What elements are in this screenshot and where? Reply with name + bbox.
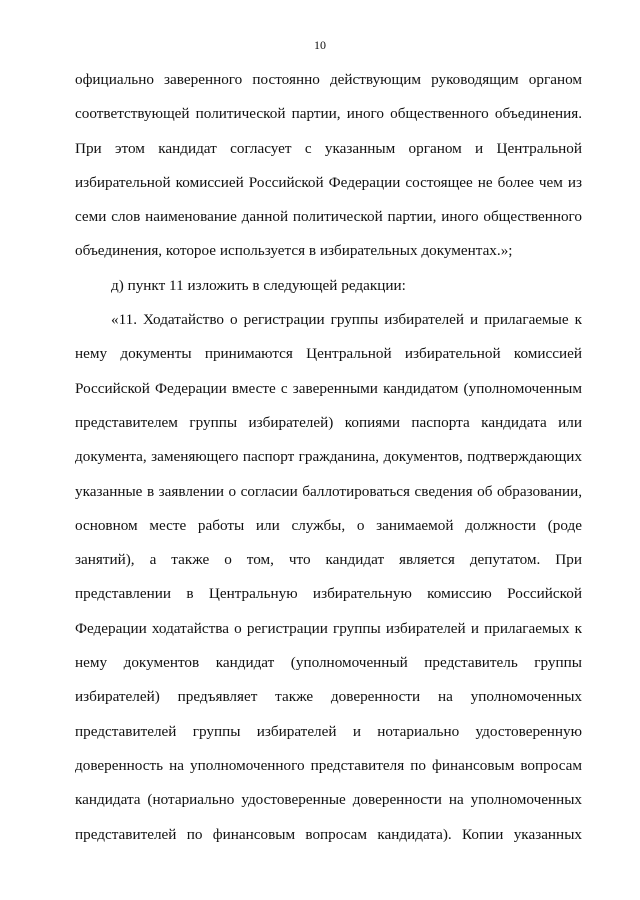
text-line: Российской Федерации вместе с заверенными кандидатом (уполномоченным — [75, 379, 582, 397]
page-number: 10 — [314, 38, 326, 52]
text-line: д) пункт 11 изложить в следующей редакции: — [111, 276, 406, 294]
text-line: соответствующей политической партии, иного общественного объединения. — [75, 105, 582, 123]
text-line: доверенность на уполномоченного представителя по финансовым вопросам — [75, 756, 582, 774]
text-line: нему документы принимаются Центральной избирательной комиссией — [75, 345, 582, 363]
text-line: официально заверенного постоянно действующим руководящим органом — [75, 71, 582, 88]
text-line: кандидата (нотариально удостоверенные доверенности на уполномоченных — [75, 791, 582, 809]
text-line: основном месте работы или службы, о занимаемой должности (роде — [75, 516, 582, 534]
document-body — [75, 63, 582, 852]
text-line: «11. Ходатайство о регистрации группы избирателей и прилагаемые к — [111, 311, 582, 329]
text-line: документа, заменяющего паспорт гражданина, документов, подтверждающих — [75, 448, 582, 466]
text-line: избирательной комиссией Российской Федерации состоящее не более чем из — [75, 173, 582, 191]
text-line: нему документов кандидат (уполномоченный представитель группы — [75, 654, 582, 672]
text-line: избирателей) предъявляет также доверенности на уполномоченных — [75, 688, 582, 706]
text-line: При этом кандидат согласует с указанным органом и Центральной — [75, 139, 582, 157]
text-line: объединения, которое используется в избирательных документах.»; — [75, 242, 513, 260]
text-line: Федерации ходатайства о регистрации группы избирателей и прилагаемых к — [75, 619, 582, 637]
text-line: представителей по финансовым вопросам кандидата). Копии указанных — [75, 825, 582, 843]
text-line: указанные в заявлении о согласии баллотироваться сведения об образовании, — [75, 482, 582, 500]
text-line: представителей группы избирателей и нотариально удостоверенную — [75, 722, 582, 740]
text-line: занятий), а также о том, что кандидат является депутатом. При — [75, 551, 582, 569]
text-line: семи слов наименование данной политической партии, иного общественного — [75, 208, 582, 226]
text-line: представителем группы избирателей) копиями паспорта кандидата или — [75, 413, 582, 431]
text-line: представлении в Центральную избирательную комиссию Российской — [75, 585, 582, 603]
